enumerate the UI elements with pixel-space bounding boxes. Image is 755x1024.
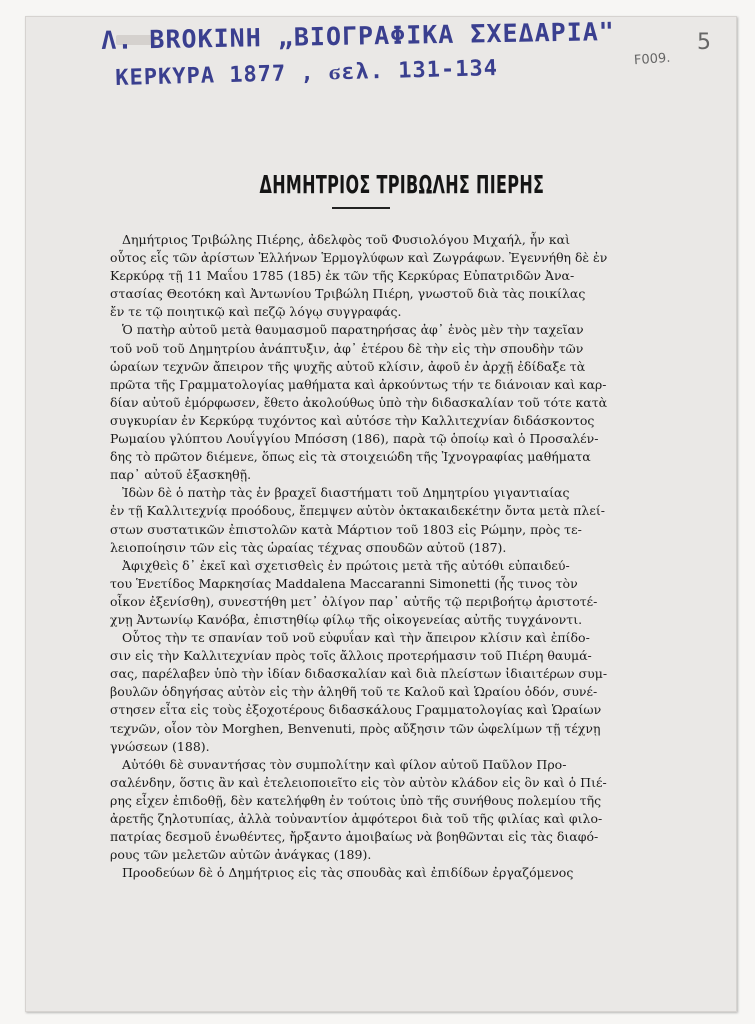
text-line: στων συστατικῶν ἐπιστολῶν κατὰ Μάρτιον τοῦ 1803 εἰς Ρώμην, πρὸς τε-	[110, 521, 582, 537]
text-line: συγκυρίαν ἐν Κερκύρᾳ τυχόντος καὶ αὐτόσε τὴν Καλλιτεχνίαν διδάσκοντος	[110, 412, 595, 428]
text-line: στασίας Θεοτόκη καὶ Ἀντωνίου Τριβώλη Πιέρη, γνωστοῦ διὰ τὰς ποικίλας	[110, 286, 586, 302]
text-line: οὗτος εἷς τῶν ἀρίστων Ἑλλήνων Ἑρμογλύφων καὶ Ζωγράφων. Ἐγεννήθη δὲ ἐν	[110, 250, 608, 266]
text-line: ἐν τῇ Καλλιτεχνίᾳ προόδους, ἔπεμψεν αὐτὸν ὀκτακαιδεκέτην ὄντα μετὰ πλεί-	[110, 503, 605, 519]
paragraph	[110, 231, 607, 321]
text-line: πατρίας δεσμοῦ ἑνωθέντες, ἤρξαντο ἀμοιβαίως νὰ βοηθῶνται εἰς τὰς διαφό-	[110, 829, 599, 845]
text-line: Ρωμαίου γλύπτου Λουΐγγίου Μπόσση (186), παρὰ τῷ ὁποίῳ καὶ ὁ Προσαλέν-	[110, 431, 599, 447]
paragraph	[110, 864, 607, 882]
text-line: σιν εἰς τὴν Καλλιτεχνίαν πρὸς τοῖς ἄλλοις προτερήμασιν τοῦ Πιέρη θαυμά-	[110, 648, 592, 664]
text-line: τοῦ νοῦ τοῦ Δημητρίου ἀνάπτυξιν, ἀφ᾽ ἑτέρου δὲ τὴν εἰς τὴν σπουδὴν τῶν	[110, 340, 584, 356]
text-line: ρους τῶν μελετῶν αὐτῶν ἀνάγκας (189).	[110, 847, 372, 863]
title-underline	[332, 207, 390, 209]
text-line: οἶκον ἐξενίσθη), συνεστήθη μετ᾽ ὀλίγον παρ᾽ αὐτῆς τῷ περιβοήτῳ ἀριστοτέ-	[110, 593, 598, 609]
paragraph	[110, 629, 607, 756]
text-line: ρης εἶχεν ἐπιδοθῇ, δὲν κατελήφθη ἐν τούτοις ὑπὸ τῆς συνήθους πολεμίου τῆς	[110, 792, 602, 808]
text-line: Ὁ πατὴρ αὐτοῦ μετὰ θαυμασμοῦ παρατηρήσας ἀφ᾽ ἑνὸς μὲν τὴν ταχεῖαν	[122, 322, 584, 338]
text-line: τεχνῶν, οἷον τὸν Morghen, Benvenuti, πρὸς αὔξησιν τῶν ὠφελίμων τῇ τέχνῃ	[110, 720, 601, 736]
handwritten-reference-line-2: ΚΕΡΚΥΡΑ 1877 , ϭελ. 131-134	[115, 55, 499, 91]
article-title: ΔΗΜΗΤΡΙΟΣ ΤΡΙΒΩΛΗΣ ΠΙΕΡΗΣ	[259, 170, 545, 199]
article-body	[110, 231, 607, 882]
paragraph	[110, 557, 607, 629]
text-line: Οὗτος τὴν τε σπανίαν τοῦ νοῦ εὐφυΐαν καὶ τὴν ἄπειρον κλίσιν καὶ ἐπίδο-	[122, 630, 590, 646]
folio-number: 5	[697, 30, 711, 55]
paragraph	[110, 756, 607, 865]
text-line: λειοποίησιν τῶν εἰς τὰς ὡραίας τέχνας σπουδῶν αὐτοῦ (187).	[110, 539, 507, 555]
text-line: του Ἑνετίδος Μαρκησίας Maddalena Maccaranni Simonetti (ἧς τινος τὸν	[110, 575, 578, 591]
text-line: πρῶτα τῆς Γραμματολογίας μαθήματα καὶ ἀρκούντως τήν τε διάνοιαν καὶ καρ-	[110, 376, 607, 392]
text-line: Ἀφιχθεὶς δ᾽ ἐκεῖ καὶ σχετισθεὶς ἐν πρώτοις μετὰ τῆς αὐτόθι εὐπαιδεύ-	[122, 557, 570, 573]
text-line: χνῃ Ἀντωνίῳ Κανόβα, ἐπιστηθίῳ φίλῳ τῆς οἰκογενείας αὐτῆς τυγχάνοντι.	[110, 611, 583, 627]
text-line: Αὐτόθι δὲ συναντήσας τὸν συμπολίτην καὶ φίλον αὐτοῦ Παῦλον Προ-	[122, 756, 567, 772]
paragraph	[110, 321, 607, 484]
text-line: γνώσεων (188).	[110, 738, 210, 754]
folio-code: F009.	[633, 50, 671, 69]
text-line: Κερκύρᾳ τῇ 11 Μαΐου 1785 (185) ἐκ τῶν τῆς Κερκύρας Εὐπατριδῶν Ἀνα-	[110, 268, 575, 284]
text-line: παρ᾽ αὐτοῦ ἐξασκηθῇ.	[110, 467, 252, 483]
text-line: ἀρετῆς ζηλοτυπίας, ἀλλὰ τοὐναντίον ἀμφότεροι διὰ τοῦ τῆς φιλίας καὶ φιλο-	[110, 811, 603, 826]
handwritten-reference-line-1: Λ. BROKINH „ΒΙΟΓΡΑΦΙΚΑ ΣΧΕΔΑΡΙΑ"	[101, 17, 616, 55]
text-line: στησεν εἶτα εἰς τοὺς ἐξοχοτέρους διδασκάλους Γραμματολογίας καὶ Ὡραίων	[110, 702, 602, 718]
text-line: Δημήτριος Τριβώλης Πιέρης, ἀδελφὸς τοῦ Φυσιολόγου Μιχαήλ, ἦν καὶ	[122, 232, 570, 247]
text-line: ὡραίων τεχνῶν ἄπειρον τῆς ψυχῆς αὐτοῦ κλίσιν, ἀφοῦ ἐν ἀρχῇ ἐδίδαξε τὰ	[110, 358, 586, 374]
text-line: ἔν τε τῷ ποιητικῷ καὶ πεζῷ λόγῳ συγγραφάς.	[110, 304, 402, 320]
text-line: βουλῶν ὁδηγήσας αὐτὸν εἰς τὴν ἀληθῆ τοῦ τε Καλοῦ καὶ Ὡραίου ὁδόν, συνέ-	[110, 684, 598, 700]
text-line: Προοδεύων δὲ ὁ Δημήτριος εἰς τὰς σπουδὰς καὶ ἐπιδίδων ἐργαζόμενος	[122, 865, 574, 881]
paragraph	[110, 484, 607, 556]
text-line: σαλένδην, ὅστις ἂν καὶ ἐτελειοποιεῖτο εἰς τὸν αὐτὸν κλάδον εἰς ὃν καὶ ὁ Πιέ-	[110, 774, 607, 790]
text-line: δίαν αὐτοῦ ἐμόρφωσεν, ἔθετο ἀκολούθως ὑπὸ τὴν διδασκαλίαν τοῦ τότε κατὰ	[110, 394, 608, 410]
text-line: σας, παρέλαβεν ὑπὸ τὴν ἰδίαν διδασκαλίαν καὶ διὰ πλείστων ἰδιαιτέρων συμ-	[110, 666, 608, 682]
text-line: Ἰδὼν δὲ ὁ πατὴρ τὰς ἐν βραχεῖ διαστήματι τοῦ Δημητρίου γιγαντιαίας	[122, 485, 570, 501]
text-line: δης τὸ πρῶτον διέμενε, ὅπως εἰς τὰ στοιχειώδη τῆς Ἰχνογραφίας μαθήματα	[110, 449, 591, 465]
